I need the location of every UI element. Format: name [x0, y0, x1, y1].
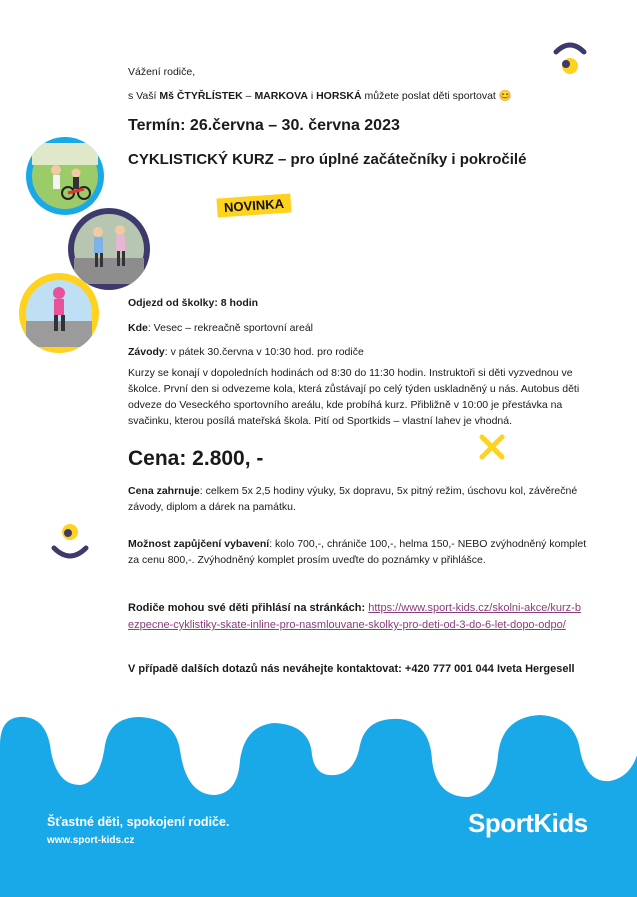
- footer-wave: [0, 705, 637, 897]
- intro-dash: –: [242, 90, 255, 102]
- signup-link[interactable]: https://www.sport-kids.cz/skolni-akce/kurz-bezpecne-cyklistiky-skate-inline-pro-nasmlouvane-skolky-pro-deti-od-3-do-6-let-dopo-odpo/: [128, 602, 581, 631]
- footer-website[interactable]: www.sport-kids.cz: [47, 835, 135, 846]
- intro-and: i: [307, 90, 317, 102]
- where-label: Kde: [128, 322, 148, 334]
- sportkids-logo: SportKids: [468, 808, 588, 838]
- intro-school: Mš ČTYŘLÍSTEK: [159, 90, 243, 102]
- footer-slogan: Šťastné děti, spokojení rodiče.: [47, 815, 230, 829]
- photo-kids-skates: [68, 208, 150, 290]
- greeting: Vážení rodiče,: [128, 66, 196, 78]
- rental-value: : kolo 700,-, chrániče 100,-, helma 150,- NEBO zvýhodněný komplet za cenu 800,-. Zvýhodněný komplet prosím uveďte do poznámky v přihlášce.: [128, 538, 587, 566]
- rental-line: [128, 536, 588, 568]
- smile-emoji-icon: 😊: [498, 90, 512, 102]
- smile-decor-icon: [48, 520, 92, 564]
- smile-decor-icon: [548, 36, 592, 80]
- where-line: [128, 320, 578, 336]
- departure: Odjezd od školky: 8 hodin: [128, 297, 259, 309]
- price: Cena: 2.800, -: [128, 447, 264, 470]
- includes-label: Cena zahrnuje: [128, 485, 200, 497]
- rental-label: Možnost zapůjčení vybavení: [128, 538, 270, 550]
- intro-place2: HORSKÁ: [316, 90, 362, 102]
- term-heading: Termín: 26.června – 30. června 2023: [128, 117, 400, 134]
- intro-prefix: s Vaší: [128, 90, 160, 102]
- contact-line: V případě dalších dotazů nás neváhejte kontaktovat: +420 777 001 044 Iveta Hergesell: [128, 663, 575, 675]
- course-title: CYKLISTICKÝ KURZ – pro úplné začátečníky i pokročilé: [128, 151, 527, 168]
- races-line: [128, 344, 578, 360]
- cross-decor-icon: [478, 433, 506, 461]
- intro-place1: MARKOVA: [254, 90, 308, 102]
- races-label: Závody: [128, 346, 165, 358]
- intro-suffix: můžete poslat děti sportovat: [361, 90, 496, 102]
- includes-value: : celkem 5x 2,5 hodiny výuky, 5x dopravu, 5x pitný režim, úschovu kol, závěrečné závody, diplom a dárek na památku.: [128, 485, 578, 513]
- photo-kids-bikes: [26, 137, 104, 215]
- includes-line: [128, 483, 588, 515]
- intro-line: [128, 88, 588, 104]
- where-value: : Vesec – rekreačně sportovní areál: [147, 322, 314, 334]
- signup-line: [128, 600, 583, 634]
- signup-text: Rodiče mohou své děti přihlásí na stránkách:: [128, 602, 369, 614]
- photo-kid-inline: [19, 273, 99, 353]
- novinka-badge: NOVINKA: [216, 193, 291, 217]
- description: Kurzy se konají v dopoledních hodinách od 8:30 do 11:30 hodin. Instruktoři si děti vyzvednou ve školce. První den si odvezeme kola, která zůstávají po celý týden uskladněný u nás. Autobus děti odveze do Veseckého sportovního areálu, kde probíhá kurz. Přibližně v 10:00 je přestávka na svačinku, kterou posílá mateřská škola. Pití od Sportkids – vlastní lahev je vhodná.: [128, 367, 580, 427]
- races-value: : v pátek 30.června v 10:30 hod. pro rodiče: [164, 346, 364, 358]
